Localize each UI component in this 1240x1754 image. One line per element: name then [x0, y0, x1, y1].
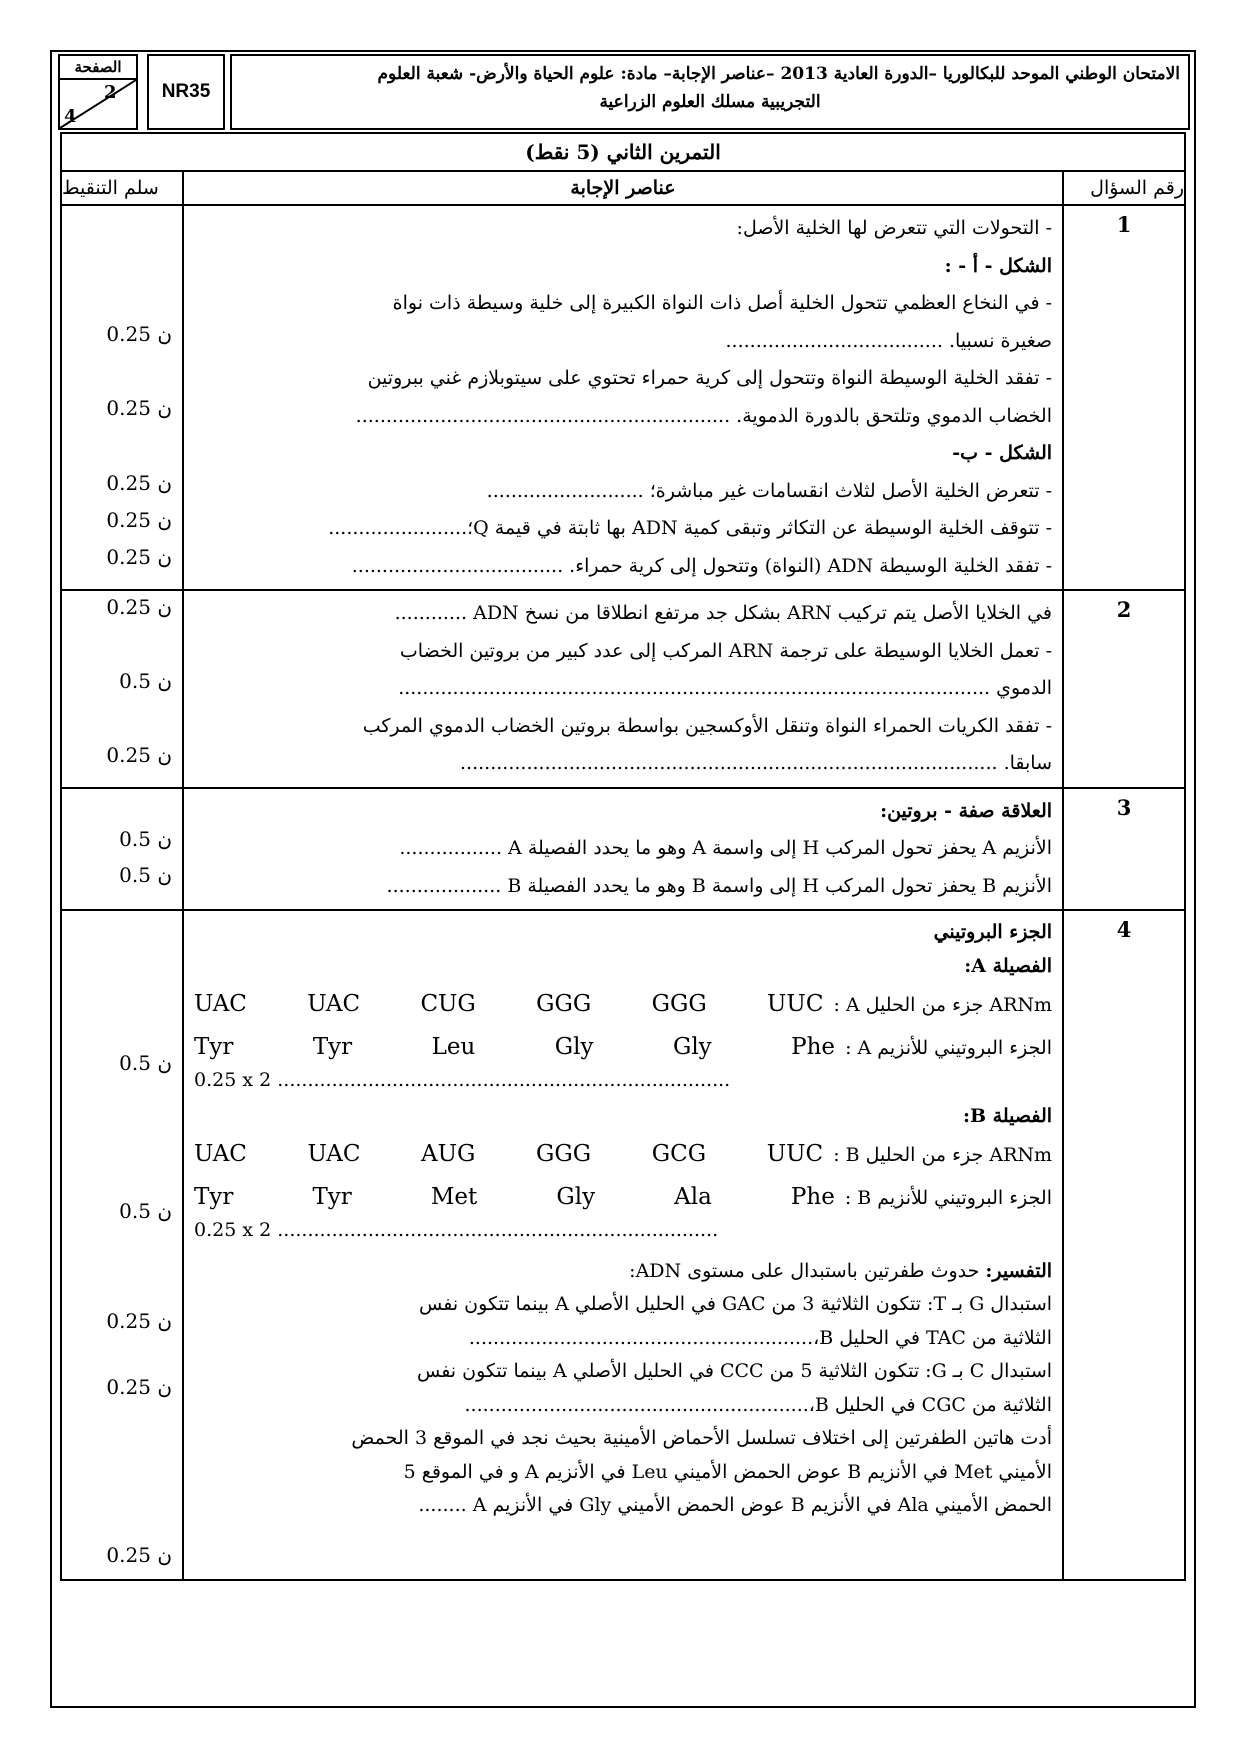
answer-subheading: الجزء البروتيني	[933, 921, 1053, 943]
score: 0.25 ن	[106, 743, 172, 767]
amino-acid: Tyr	[194, 1034, 234, 1060]
answer-line: أدت هاتين الطفرتين إلى اختلاف تسلسل الأحماض الأمينية بحيث نجد في الموقع 3 الحمض	[351, 1427, 1053, 1449]
answer-line: - في النخاع العظمي تتحول الخلية أصل ذات النواة الكبيرة إلى خلية وسيطة ذات نواة	[392, 292, 1053, 314]
answer-line: الثلاثية من TAC في الحليل B،.........................................................	[468, 1326, 1053, 1349]
answer-line: الدموي ..................................................................................................	[398, 677, 1053, 699]
score-cell-q1	[61, 205, 183, 590]
variety-a-heading: الفصيلة A:	[964, 955, 1053, 977]
score: 0.25 ن	[106, 1309, 172, 1333]
answer-line: - تفقد الكريات الحمراء النواة وتنقل الأوكسجين بواسطة بروتين الخضاب الدموي المركب	[362, 714, 1053, 737]
answer-q4	[183, 910, 1063, 1580]
page-label: الصفحة	[60, 56, 136, 80]
amino-acid: Leu	[431, 1034, 476, 1060]
protein-b-aminoacids	[194, 1176, 835, 1218]
codon: UAC	[194, 1141, 247, 1167]
amino-acid: Ala	[674, 1184, 712, 1210]
codon: UAC	[194, 991, 247, 1017]
score-detail-a: 0.25 x 2 ...........................................................................	[194, 1069, 731, 1091]
amino-acid: Met	[430, 1184, 478, 1210]
answer-line: استبدال C بـ G: تتكون الثلاثية 5 من CCC في الحليل الأصلي A بينما تتكون نفس	[416, 1360, 1053, 1382]
protein-b-row	[194, 1176, 1052, 1219]
score: 0.25 ن	[106, 545, 172, 569]
answer-subheading: الشكل - ب-	[952, 442, 1053, 464]
exam-title	[230, 54, 1190, 130]
interpretation-intro: حدوث طفرتين باستبدال على مستوى ADN:	[629, 1260, 980, 1282]
codon: CUG	[420, 991, 476, 1017]
arnm-b-label: ARNm جزء من الحليل B :	[833, 1144, 1053, 1166]
col-answer-header: عناصر الإجابة	[183, 171, 1063, 205]
amino-acid: Gly	[556, 1184, 596, 1210]
question-number: 3	[1063, 788, 1185, 911]
answer-line: - تتوقف الخلية الوسيطة عن التكاثر وتبقى كمية ADN بها ثابتة في قيمة Q؛.......................	[328, 517, 1053, 539]
answer-subheading: الشكل - أ - :	[944, 254, 1053, 277]
answer-q1	[183, 205, 1063, 590]
arnm-a-codons	[194, 983, 823, 1025]
answer-line: صغيرة نسبيا. ....................................	[725, 329, 1053, 352]
protein-a-row	[194, 1026, 1052, 1069]
codon: UUC	[766, 1141, 824, 1167]
answer-table	[60, 132, 1186, 1581]
score: 0.25 ن	[106, 471, 172, 495]
answer-line: - تعمل الخلايا الوسيطة على ترجمة ARN المركب إلى عدد كبير من بروتين الخضاب	[399, 639, 1053, 662]
score-cell-q4	[61, 910, 183, 1580]
interpretation-title: التفسير:	[985, 1260, 1053, 1282]
codon: GGG	[536, 991, 592, 1017]
answer-line: استبدال G بـ T: تتكون الثلاثية 3 من GAC في الحليل الأصلي A بينما تتكون نفس	[419, 1293, 1053, 1315]
exam-code: NR35	[147, 54, 225, 130]
score: 0.25 ن	[106, 1375, 172, 1399]
answer-line: في الخلايا الأصل يتم تركيب ARN بشكل جد مرتفع انطلاقا من نسخ ADN ............	[394, 602, 1053, 624]
answer-line: - التحولات التي تتعرض لها الخلية الأصل:	[736, 217, 1053, 239]
page-header	[50, 50, 1196, 130]
arnm-a-row	[194, 983, 1052, 1026]
interpretation	[194, 1255, 1052, 1288]
amino-acid: Tyr	[194, 1184, 234, 1210]
answer-line: - تفقد الخلية الوسيطة النواة وتتحول إلى كرية حمراء تحتوي على سيتوبلازم غني ببروتين	[367, 367, 1053, 389]
arnm-b-codons	[194, 1133, 823, 1175]
score: 0.5 ن	[119, 862, 172, 887]
variety-b-heading: الفصيلة B:	[962, 1105, 1053, 1127]
answer-line: - تفقد الخلية الوسيطة ADN (النواة) وتتحول إلى كرية حمراء. ...................................	[351, 554, 1053, 577]
score: 0.25 ن	[106, 595, 172, 619]
answer-line: الثلاثية من CGC في الحليل B،.........................................................	[464, 1393, 1053, 1416]
amino-acid: Phe	[790, 1184, 835, 1210]
amino-acid: Tyr	[312, 1034, 353, 1060]
question-number: 2	[1063, 590, 1185, 788]
codon: GGG	[651, 991, 707, 1017]
score: 0.5 ن	[119, 669, 172, 693]
codon: GGG	[536, 1141, 592, 1167]
question-number: 1	[1063, 205, 1185, 590]
col-score-header: سلم التنقيط	[61, 171, 183, 205]
interpretation-body	[194, 1288, 1052, 1523]
score-detail-b: 0.25 x 2 .........................................................................	[194, 1219, 719, 1241]
score: 0.5 ن	[119, 1051, 172, 1075]
col-question-header: رقم السؤال	[1063, 171, 1185, 205]
page-current: 2	[104, 82, 117, 103]
score: 0.5 ن	[119, 1199, 172, 1223]
codon: AUG	[421, 1141, 476, 1167]
question-number: 4	[1063, 910, 1185, 1580]
answer-line: الأميني Met في الأنزيم B عوض الحمض الأميني Leu في الأنزيم A و في الموقع 5	[403, 1460, 1053, 1483]
codon: GCG	[651, 1141, 707, 1167]
amino-acid: Phe	[791, 1034, 836, 1060]
answer-line: سابقا. .........................................................................................	[460, 752, 1053, 774]
score: 0.25 ن	[106, 322, 172, 346]
amino-acid: Tyr	[312, 1184, 352, 1210]
score: 0.25 ن	[106, 508, 172, 532]
answer-line: الخضاب الدموي وتلتحق بالدورة الدموية. ..............................................................	[355, 404, 1053, 427]
arnm-a-label: ARNm جزء من الحليل A :	[833, 994, 1053, 1016]
answer-q2	[183, 590, 1063, 788]
exam-title-line-1: الامتحان الوطني الموحد للبكالوريا –الدورة العادية 2013 –عناصر الإجابة– مادة: علوم الحياة والأرض- شعبة العلوم	[377, 64, 1180, 84]
amino-acid: Gly	[672, 1034, 712, 1060]
score: 0.25 ن	[106, 1543, 172, 1567]
answer-line: الأنزيم B يحفز تحول المركب H إلى واسمة B وهو ما يحدد الفصيلة B ...................	[386, 874, 1053, 897]
arnm-b-row	[194, 1133, 1052, 1176]
score: 0.5 ن	[119, 826, 172, 851]
answer-line: الأنزيم A يحفز تحول المركب H إلى واسمة A وهو ما يحدد الفصيلة A .................	[399, 837, 1053, 859]
codon: UAC	[307, 1141, 361, 1167]
score: 0.25 ن	[106, 396, 172, 420]
answer-q3	[183, 788, 1063, 911]
amino-acid: Gly	[554, 1034, 594, 1060]
protein-a-label: الجزء البروتيني للأنزيم A :	[845, 1037, 1053, 1059]
codon: UUC	[767, 991, 824, 1017]
protein-a-aminoacids	[194, 1026, 835, 1068]
score-cell-q2	[61, 590, 183, 788]
exercise-title: التمرين الثاني (5 نقط)	[61, 133, 1185, 171]
exam-title-line-2: التجريبية مسلك العلوم الزراعية	[599, 92, 821, 112]
protein-b-label: الجزء البروتيني للأنزيم B :	[844, 1187, 1053, 1209]
answer-line: الحمض الأميني Ala في الأنزيم B عوض الحمض الأميني Gly في الأنزيم A ........	[418, 1494, 1053, 1516]
answer-line: - تتعرض الخلية الأصل لثلاث انقسامات غير مباشرة؛ ..........................	[486, 479, 1053, 502]
page-total: 4	[64, 106, 77, 127]
page-number-box	[58, 54, 138, 130]
score-cell-q3	[61, 788, 183, 911]
codon: UAC	[307, 991, 361, 1017]
answer-subheading: العلاقة صفة - بروتين:	[880, 799, 1053, 822]
